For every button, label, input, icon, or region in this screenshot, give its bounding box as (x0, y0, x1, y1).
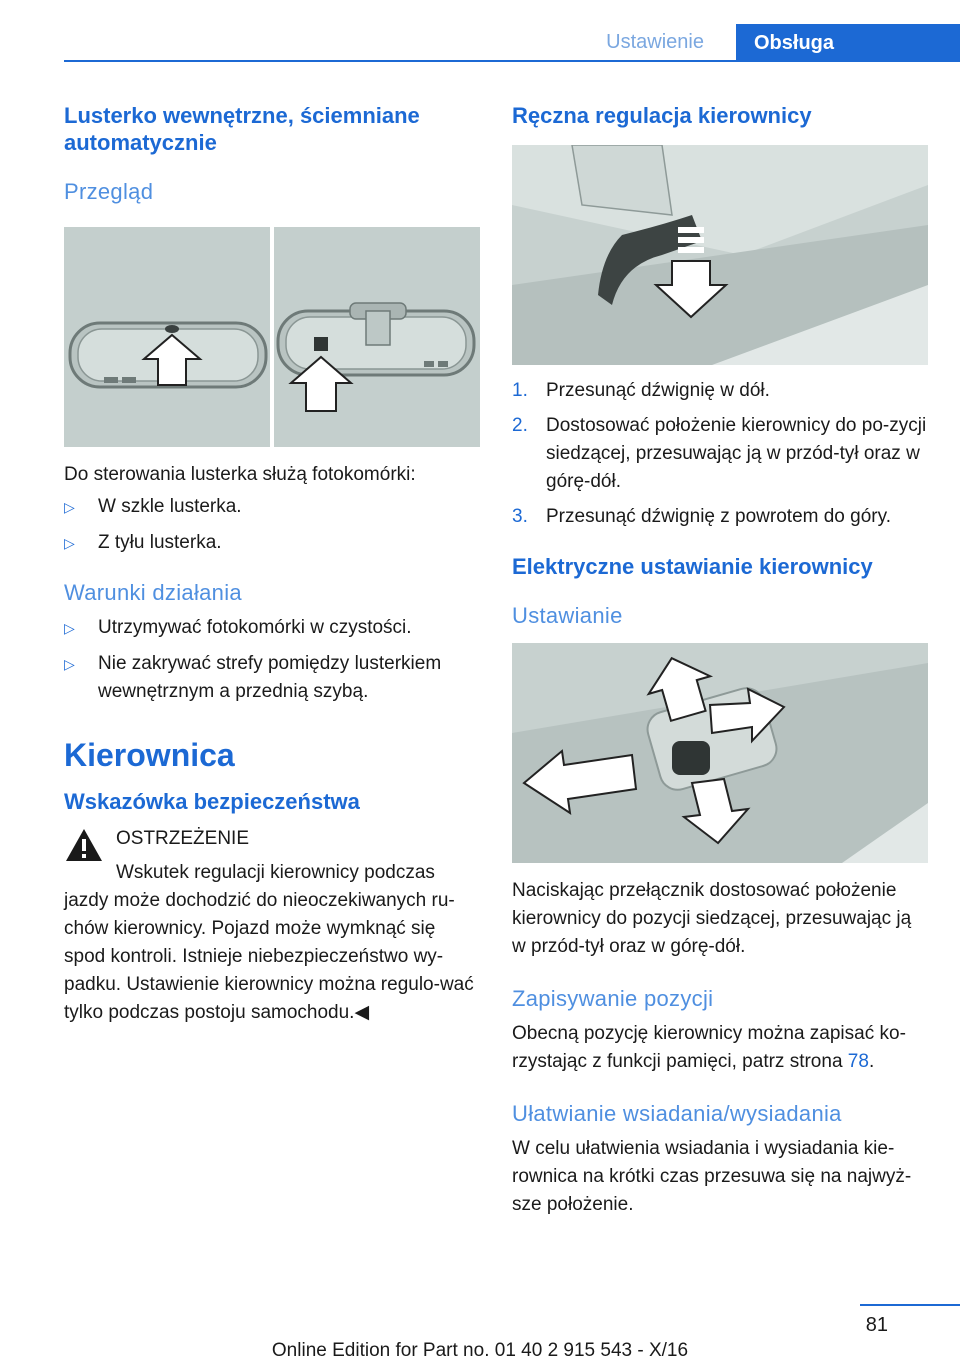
manual-steps (512, 377, 928, 531)
save-position-text: Obecną pozycję kierownicy można zapisać ko-rzystając z funkcji pamięci, patrz strona 78. (512, 1023, 906, 1072)
page-footer (0, 1300, 960, 1360)
setting-heading: Ustawianie (512, 603, 623, 628)
save-position-heading: Zapisywanie pozycji (512, 986, 714, 1011)
mirror-heading: Lusterko wewnętrzne, ściemniane automatycznie (64, 103, 420, 155)
list-item: ▷ Z tyłu lusterka. (64, 529, 480, 557)
section-tab: Ustawienie (606, 31, 704, 53)
page-header (64, 24, 960, 62)
page-reference-link[interactable]: 78 (847, 1051, 869, 1072)
list-item: 3. Przesunąć dźwignię z powrotem do góry. (512, 506, 891, 527)
steering-heading: Kierownica (64, 737, 235, 773)
page-number: 81 (865, 1314, 888, 1336)
setting-text: Naciskając przełącznik dostosować położenie kierownicy do pozycji siedzącej, przesuwając ją w przód-tył oraz w górę-dół. (512, 880, 912, 957)
list-item: ▷ W szkle lusterka. (64, 493, 480, 521)
list-item: ▷ Utrzymywać fotokomórki w czystości. (64, 614, 480, 642)
list-item: ▷ Nie zakrywać strefy pomiędzy lusterkiem wewnętrznym a przednią szybą. (64, 650, 480, 706)
entry-assist-heading: Ułatwianie wsiadania/wysiadania (512, 1101, 842, 1126)
lever-figure (512, 145, 928, 365)
conditions-heading: Warunki działania (64, 580, 242, 605)
triangle-right-icon: ▷ (64, 499, 75, 515)
sensors-intro: Do sterowania lusterka służą fotokomórki: (64, 464, 416, 485)
safety-heading: Wskazówka bezpieczeństwa (64, 789, 360, 814)
conditions-list (64, 614, 480, 706)
chapter-tab: Obsługa (736, 24, 960, 62)
triangle-right-icon: ▷ (64, 535, 75, 551)
warning-triangle-icon (64, 827, 104, 863)
entry-assist-text: W celu ułatwienia wsiadania i wysiadania kie-rownica na krótki czas przesuwa się na najwyż-sze położenie. (512, 1138, 912, 1215)
footer-rule (860, 1304, 960, 1306)
warning-box (64, 825, 480, 1027)
mirror-figure (64, 227, 480, 447)
list-item: 1. Przesunąć dźwignię w dół. (512, 380, 770, 401)
triangle-right-icon: ▷ (64, 620, 75, 636)
switch-figure (512, 643, 928, 863)
sensors-list (64, 493, 480, 557)
list-item: 2. Dostosować położenie kierownicy do po-zycji siedzącej, przesuwając ją w przód-tył oraz w górę-dół. (512, 415, 927, 492)
warning-title: OSTRZEŻENIE (116, 828, 250, 849)
right-column (512, 100, 928, 1219)
header-rule (64, 60, 960, 62)
warning-text: Wskutek regulacji kierownicy podczas jazdy może dochodzić do nieoczekiwanych ru-chów kierownicy. Pojazd może wymknąć się spod kontroli. Istnieje niebezpieczeństwo wy-padku. Ustawienie kierownicy można regulo-wać tylko podczas postoju samochodu.◀ (64, 862, 474, 1023)
edition-line: Online Edition for Part no. 01 40 2 915 543 - X/16 (271, 1340, 689, 1361)
overview-heading: Przegląd (64, 179, 154, 204)
manual-adjust-heading: Ręczna regulacja kierownicy (512, 103, 812, 128)
electric-adjust-heading: Elektryczne ustawianie kierownicy (512, 554, 873, 579)
triangle-right-icon: ▷ (64, 656, 75, 672)
left-column (64, 100, 480, 1027)
